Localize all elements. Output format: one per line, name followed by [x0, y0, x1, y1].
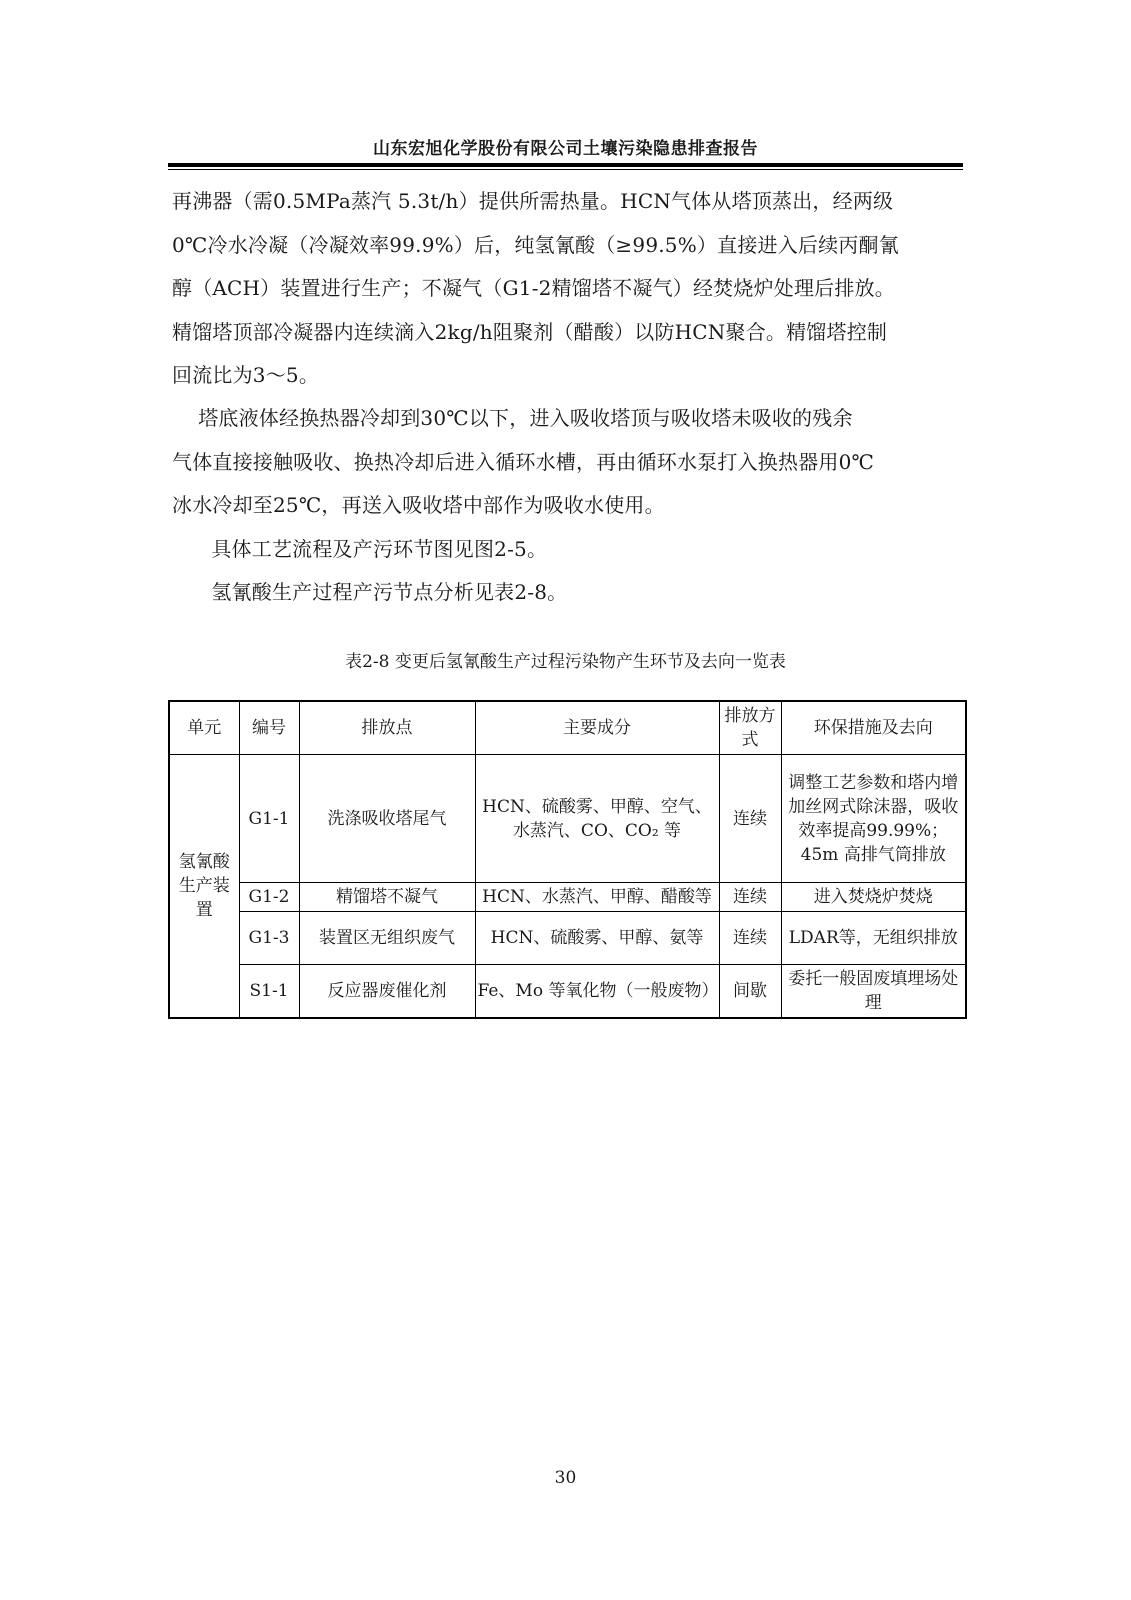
code-cell: G1-3 [239, 912, 299, 965]
composition-cell: HCN、硫酸雾、甲醇、空气、水蒸汽、CO、CO₂ 等 [475, 755, 719, 883]
mode-cell: 连续 [719, 755, 781, 883]
code-cell: G1-1 [239, 755, 299, 883]
measure-cell: LDAR等，无组织排放 [781, 912, 966, 965]
text-line: 冰水冷却至25℃，再送入吸收塔中部作为吸收水使用。 [172, 493, 665, 517]
text-line: 0℃冷水冷凝（冷凝效率99.9%）后，纯氢氰酸（≥99.5%）直接进入后续丙酮氰 [172, 232, 899, 257]
paragraph-cooling-description [172, 397, 964, 528]
text-line: 氢氰酸生产过程产污节点分析见表2-8。 [172, 580, 568, 604]
header-emission-point: 排放点 [299, 701, 475, 755]
paragraph-process-description [172, 180, 964, 398]
mode-cell: 连续 [719, 883, 781, 912]
measure-cell: 委托一般固废填埋场处理 [781, 965, 966, 1019]
point-cell: 精馏塔不凝气 [299, 883, 475, 912]
unit-cell: 氢氰酸生产装置 [169, 755, 239, 1019]
header-rule-thin [168, 169, 963, 170]
paragraph-table-reference [172, 571, 964, 615]
text-line: 精馏塔顶部冷凝器内连续滴入2kg/h阻聚剂（醋酸）以防HCN聚合。精馏塔控制 [172, 319, 888, 344]
text-line: 塔底液体经换热器冷却到30℃以下，进入吸收塔顶与吸收塔未吸收的残余 [172, 406, 853, 430]
report-header-title: 山东宏旭化学股份有限公司土壤污染隐患排查报告 [373, 139, 758, 159]
table-row [169, 755, 966, 883]
header-code: 编号 [239, 701, 299, 755]
text-line: 醇（ACH）装置进行生产；不凝气（G1-2精馏塔不凝气）经焚烧炉处理后排放。 [172, 276, 895, 300]
composition-cell: HCN、水蒸汽、甲醇、醋酸等 [475, 883, 719, 912]
table-row [169, 912, 966, 965]
text-line: 再沸器（需0.5MPa蒸汽 5.3t/h）提供所需热量。HCN气体从塔顶蒸出，经两级 [172, 189, 894, 213]
composition-cell: HCN、硫酸雾、甲醇、氨等 [475, 912, 719, 965]
table-caption: 表2-8 变更后氢氰酸生产过程污染物产生环节及去向一览表 [345, 652, 786, 672]
table-header-row [169, 701, 966, 755]
header-composition: 主要成分 [475, 701, 719, 755]
mode-cell: 连续 [719, 912, 781, 965]
point-cell: 反应器废催化剂 [299, 965, 475, 1019]
header-discharge-mode: 排放方式 [719, 701, 781, 755]
paragraph-figure-reference [172, 528, 964, 572]
point-cell: 装置区无组织废气 [299, 912, 475, 965]
text-line: 气体直接接触吸收、换热冷却后进入循环水槽，再由循环水泵打入换热器用0℃ [172, 449, 875, 474]
pollution-table [168, 700, 967, 1019]
page-number: 30 [554, 1468, 577, 1488]
code-cell: S1-1 [239, 965, 299, 1019]
measure-cell: 调整工艺参数和塔内增加丝网式除沫器，吸收效率提高99.99%；45m 高排气筒排放 [781, 755, 966, 883]
header-unit: 单元 [169, 701, 239, 755]
measure-cell: 进入焚烧炉焚烧 [781, 883, 966, 912]
header-rule-thick [168, 163, 963, 167]
header-measures: 环保措施及去向 [781, 701, 966, 755]
table-row [169, 883, 966, 912]
point-cell: 洗涤吸收塔尾气 [299, 755, 475, 883]
text-line: 回流比为3～5。 [172, 363, 320, 387]
mode-cell: 间歇 [719, 965, 781, 1019]
code-cell: G1-2 [239, 883, 299, 912]
table-row [169, 965, 966, 1019]
composition-cell: Fe、Mo 等氧化物（一般废物） [475, 965, 719, 1019]
text-line: 具体工艺流程及产污环节图见图2-5。 [172, 537, 548, 561]
